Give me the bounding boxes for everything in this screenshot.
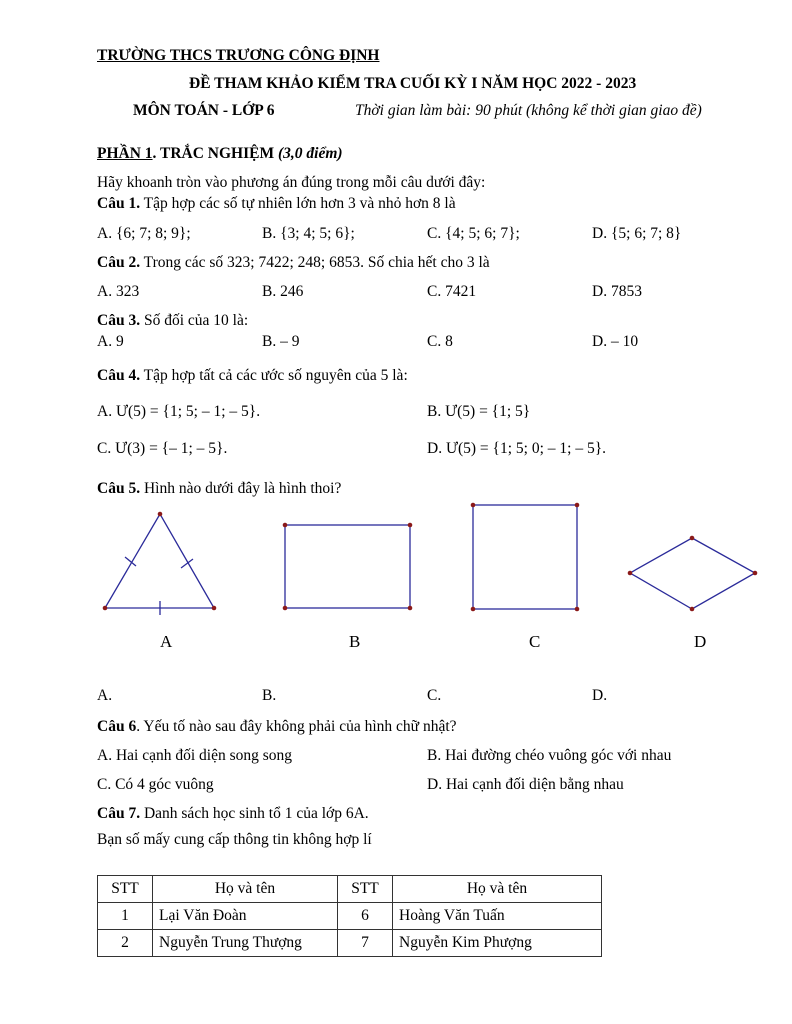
vertex-dot xyxy=(212,606,217,611)
vertex-dot xyxy=(690,607,695,612)
vertex-dot xyxy=(690,536,695,541)
student-table xyxy=(97,875,602,957)
question-text: Tập hợp các số tự nhiên lớn hơn 3 và nhỏ hơn 8 là xyxy=(140,195,456,212)
q2-option-a: A. 323 xyxy=(97,283,140,300)
subject-line: MÔN TOÁN - LỚP 6 xyxy=(133,102,275,119)
column-header-stt: STT xyxy=(98,876,153,903)
figure-label-c: C xyxy=(529,632,541,651)
q3-option-a: A. 9 xyxy=(97,333,124,350)
q1-option-d: D. {5; 6; 7; 8} xyxy=(592,225,682,242)
q5-option-a: A. xyxy=(97,687,113,704)
q3-option-d: D. – 10 xyxy=(592,333,639,350)
figure-label-a: A xyxy=(160,632,173,651)
q3-option-b: B. – 9 xyxy=(262,333,300,350)
column-header-name: Họ và tên xyxy=(153,876,338,903)
q6-option-b: B. Hai đường chéo vuông góc với nhau xyxy=(427,747,672,764)
q1-option-b: B. {3; 4; 5; 6}; xyxy=(262,225,355,242)
exam-title: ĐỀ THAM KHẢO KIỂM TRA CUỐI KỲ I NĂM HỌC 2022 - 2023 xyxy=(189,75,637,92)
table-row xyxy=(98,930,602,957)
table-cell: 1 xyxy=(98,903,153,930)
q5-option-d: D. xyxy=(592,687,608,704)
question-label: Câu 4. xyxy=(97,367,141,384)
figure-label-d: D xyxy=(694,632,707,651)
question-label: Câu 5. xyxy=(97,480,141,497)
q1-option-a: A. {6; 7; 8; 9}; xyxy=(97,225,191,242)
q4-option-b: B. Ư(5) = {1; 5} xyxy=(427,403,531,420)
vertex-dot xyxy=(103,606,108,611)
vertex-dot xyxy=(471,607,476,612)
q4-option-a: A. Ư(5) = {1; 5; – 1; – 5}. xyxy=(97,403,261,420)
table-cell: Hoàng Văn Tuấn xyxy=(393,903,602,930)
figure-label-b: B xyxy=(349,632,361,651)
figure-d-rhombus xyxy=(630,538,755,609)
figure-c-square xyxy=(473,505,577,609)
q5-option-b: B. xyxy=(262,687,277,704)
table-cell: 7 xyxy=(338,930,393,957)
table-cell: 2 xyxy=(98,930,153,957)
q4-option-d: D. Ư(5) = {1; 5; 0; – 1; – 5}. xyxy=(427,440,607,457)
time-note: Thời gian làm bài: 90 phút (không kể thời gian giao đề) xyxy=(355,102,702,119)
question-label: Câu 7. xyxy=(97,805,141,822)
vertex-dot xyxy=(471,503,476,508)
table-cell: Nguyễn Trung Thượng xyxy=(153,930,338,957)
q5-option-c: C. xyxy=(427,687,442,704)
q1-option-c: C. {4; 5; 6; 7}; xyxy=(427,225,520,242)
question-text: . Yếu tố nào sau đây không phải của hình chữ nhật? xyxy=(136,718,457,735)
vertex-dot xyxy=(575,607,580,612)
question-7 xyxy=(97,805,369,823)
q6-option-c: C. Có 4 góc vuông xyxy=(97,776,214,793)
vertex-dot xyxy=(575,503,580,508)
figure-a-triangle xyxy=(105,514,214,608)
q2-option-b: B. 246 xyxy=(262,283,304,300)
question-7-line2: Bạn số mấy cung cấp thông tin không hợp lí xyxy=(97,831,372,848)
column-header-name: Họ và tên xyxy=(393,876,602,903)
column-header-stt: STT xyxy=(338,876,393,903)
part1-instruction: Hãy khoanh tròn vào phương án đúng trong mỗi câu dưới đây: xyxy=(97,174,486,191)
vertex-dot xyxy=(283,606,288,611)
part1-heading-label: PHẦN 1 xyxy=(97,145,153,162)
vertex-dot xyxy=(283,523,288,528)
question-text: Trong các số 323; 7422; 248; 6853. Số chia hết cho 3 là xyxy=(140,254,490,271)
q3-option-c: C. 8 xyxy=(427,333,453,350)
part1-points: (3,0 điểm) xyxy=(278,145,343,162)
question-label: Câu 6 xyxy=(97,718,137,735)
question-text: Số đối của 10 là: xyxy=(140,312,249,329)
q2-option-c: C. 7421 xyxy=(427,283,477,300)
table-cell: 6 xyxy=(338,903,393,930)
vertex-dot xyxy=(628,571,633,576)
figure-b-rectangle xyxy=(285,525,410,608)
question-label: Câu 2. xyxy=(97,254,141,271)
q6-option-d: D. Hai cạnh đối diện bằng nhau xyxy=(427,776,624,793)
question-text: Hình nào dưới đây là hình thoi? xyxy=(140,480,342,497)
table-cell: Lại Văn Đoàn xyxy=(153,903,338,930)
question-label: Câu 3. xyxy=(97,312,141,329)
part1-heading-rest: . TRẮC NGHIỆM xyxy=(152,145,278,162)
table-header-row xyxy=(98,876,602,903)
q6-option-a: A. Hai cạnh đối diện song song xyxy=(97,747,293,764)
question-6 xyxy=(97,718,457,736)
table-cell: Nguyễn Kim Phượng xyxy=(393,930,602,957)
question-label: Câu 1. xyxy=(97,195,141,212)
q2-option-d: D. 7853 xyxy=(592,283,642,300)
vertex-dot xyxy=(408,606,413,611)
question-text: Tập hợp tất cả các ước số nguyên của 5 là: xyxy=(140,367,408,384)
question-text: Danh sách học sinh tổ 1 của lớp 6A. xyxy=(140,805,369,822)
table-row xyxy=(98,903,602,930)
vertex-dot xyxy=(158,512,163,517)
vertex-dot xyxy=(408,523,413,528)
vertex-dot xyxy=(753,571,758,576)
school-name: TRƯỜNG THCS TRƯƠNG CÔNG ĐỊNH xyxy=(97,47,380,64)
q4-option-c: C. Ư(3) = {– 1; – 5}. xyxy=(97,440,228,457)
